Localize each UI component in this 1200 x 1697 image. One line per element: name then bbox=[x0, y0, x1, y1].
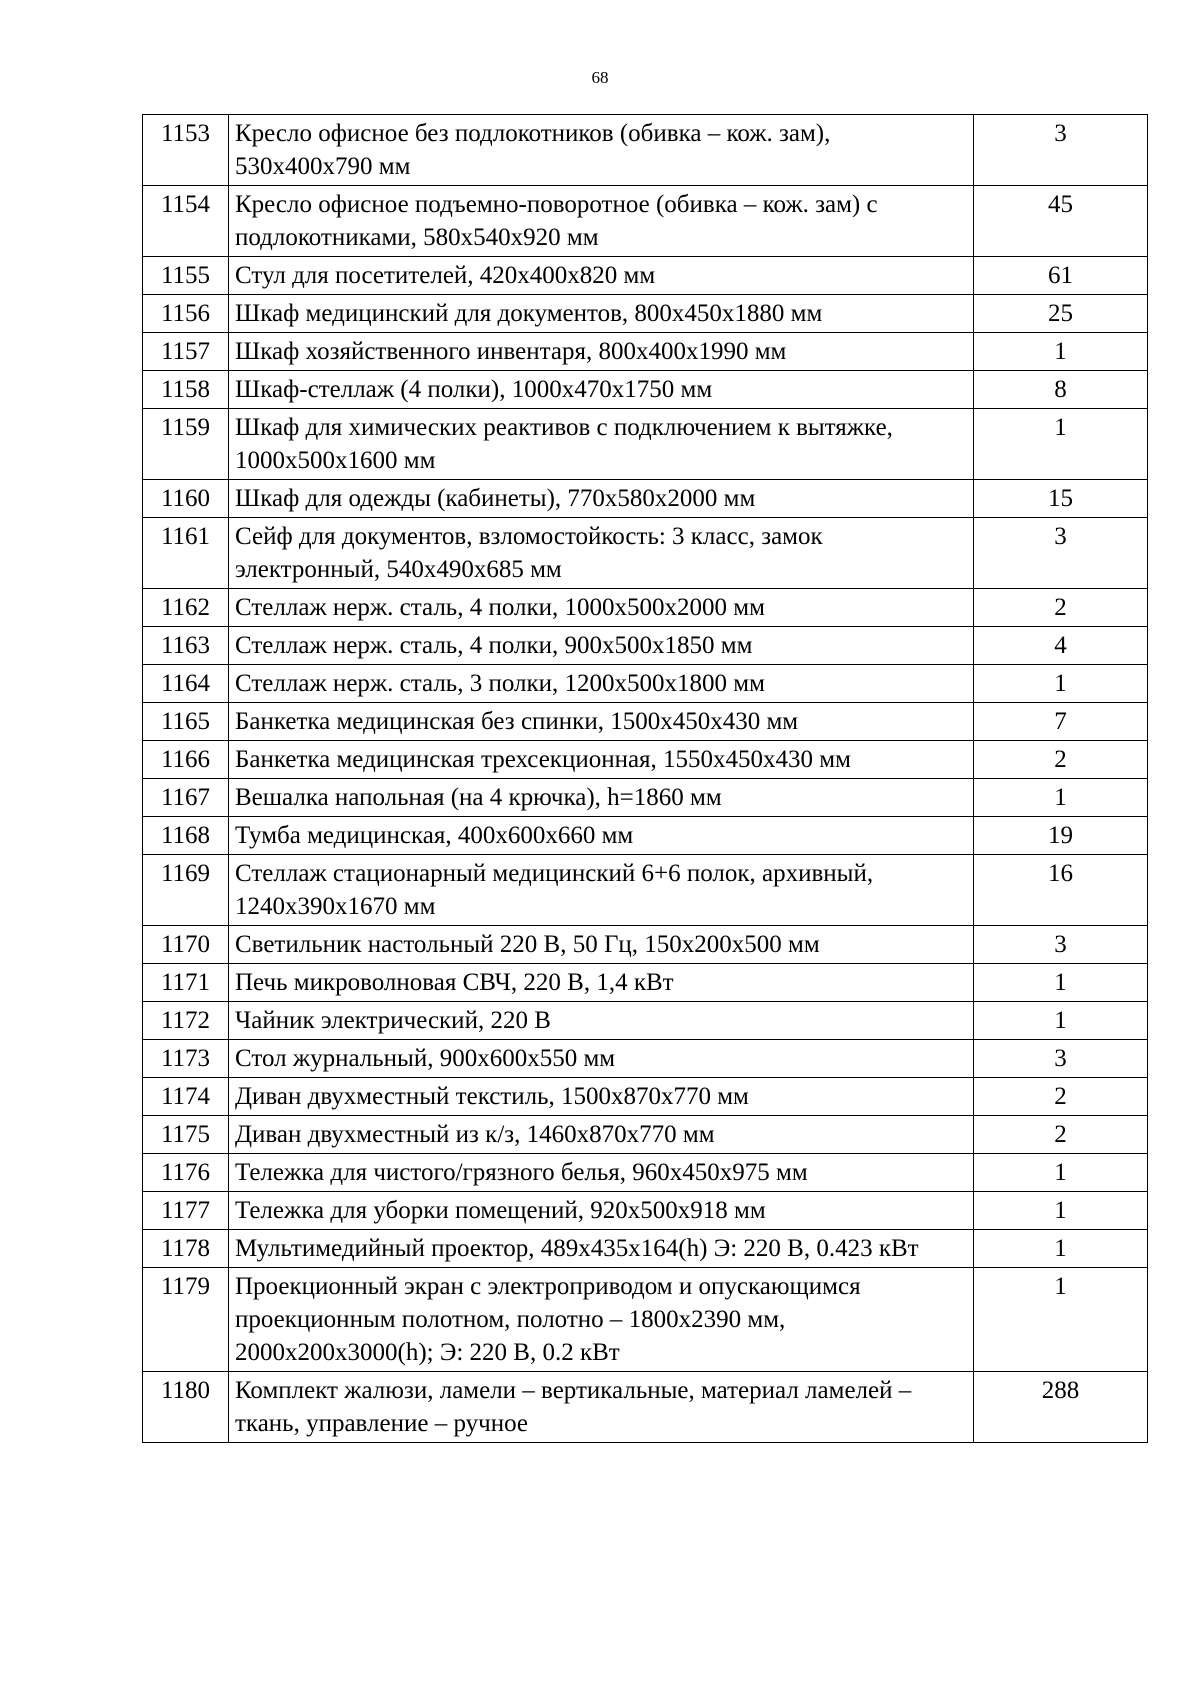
item-quantity-cell: 2 bbox=[974, 1078, 1148, 1116]
item-quantity-cell: 1 bbox=[974, 1230, 1148, 1268]
item-number-cell: 1166 bbox=[143, 741, 229, 779]
item-number-cell: 1180 bbox=[143, 1372, 229, 1443]
table-row bbox=[143, 1230, 1148, 1268]
table-row bbox=[143, 1078, 1148, 1116]
item-name-cell: Комплект жалюзи, ламели – вертикальные, материал ламелей – ткань, управление – ручное bbox=[229, 1372, 974, 1443]
item-number-cell: 1178 bbox=[143, 1230, 229, 1268]
table-row bbox=[143, 964, 1148, 1002]
item-number-cell: 1169 bbox=[143, 855, 229, 926]
item-number-cell: 1171 bbox=[143, 964, 229, 1002]
item-quantity-cell: 15 bbox=[974, 480, 1148, 518]
table-row bbox=[143, 1192, 1148, 1230]
item-number-cell: 1161 bbox=[143, 518, 229, 589]
item-name-cell: Чайник электрический, 220 В bbox=[229, 1002, 974, 1040]
table-row bbox=[143, 333, 1148, 371]
table-row bbox=[143, 1040, 1148, 1078]
item-quantity-cell: 1 bbox=[974, 1268, 1148, 1372]
item-name-cell: Стул для посетителей, 420х400х820 мм bbox=[229, 257, 974, 295]
item-name-cell: Светильник настольный 220 В, 50 Гц, 150х200х500 мм bbox=[229, 926, 974, 964]
item-name-cell: Тележка для чистого/грязного белья, 960х450х975 мм bbox=[229, 1154, 974, 1192]
table-row bbox=[143, 1372, 1148, 1443]
item-name-cell: Стеллаж нерж. сталь, 3 полки, 1200х500х1800 мм bbox=[229, 665, 974, 703]
item-name-cell: Шкаф для одежды (кабинеты), 770х580х2000 мм bbox=[229, 480, 974, 518]
equipment-table bbox=[142, 114, 1148, 1443]
item-quantity-cell: 1 bbox=[974, 779, 1148, 817]
item-quantity-cell: 7 bbox=[974, 703, 1148, 741]
table-row bbox=[143, 371, 1148, 409]
item-quantity-cell: 8 bbox=[974, 371, 1148, 409]
item-name-cell: Кресло офисное подъемно-поворотное (обивка – кож. зам) с подлокотниками, 580х540х920 мм bbox=[229, 186, 974, 257]
item-name-cell: Шкаф хозяйственного инвентаря, 800х400х1990 мм bbox=[229, 333, 974, 371]
item-number-cell: 1155 bbox=[143, 257, 229, 295]
item-number-cell: 1167 bbox=[143, 779, 229, 817]
item-number-cell: 1176 bbox=[143, 1154, 229, 1192]
item-name-cell: Банкетка медицинская трехсекционная, 1550х450х430 мм bbox=[229, 741, 974, 779]
item-quantity-cell: 3 bbox=[974, 518, 1148, 589]
equipment-table-body bbox=[143, 115, 1148, 1443]
item-quantity-cell: 3 bbox=[974, 926, 1148, 964]
item-quantity-cell: 1 bbox=[974, 1154, 1148, 1192]
table-row bbox=[143, 295, 1148, 333]
table-row bbox=[143, 703, 1148, 741]
item-name-cell: Печь микроволновая СВЧ, 220 В, 1,4 кВт bbox=[229, 964, 974, 1002]
table-row bbox=[143, 1268, 1148, 1372]
item-name-cell: Банкетка медицинская без спинки, 1500х450х430 мм bbox=[229, 703, 974, 741]
item-name-cell: Шкаф для химических реактивов с подключением к вытяжке, 1000х500х1600 мм bbox=[229, 409, 974, 480]
item-number-cell: 1175 bbox=[143, 1116, 229, 1154]
item-number-cell: 1164 bbox=[143, 665, 229, 703]
item-number-cell: 1174 bbox=[143, 1078, 229, 1116]
table-row bbox=[143, 627, 1148, 665]
item-quantity-cell: 1 bbox=[974, 1002, 1148, 1040]
item-name-cell: Диван двухместный из к/з, 1460х870х770 мм bbox=[229, 1116, 974, 1154]
item-quantity-cell: 19 bbox=[974, 817, 1148, 855]
table-row bbox=[143, 926, 1148, 964]
item-number-cell: 1159 bbox=[143, 409, 229, 480]
item-name-cell: Стеллаж нерж. сталь, 4 полки, 900х500х1850 мм bbox=[229, 627, 974, 665]
item-quantity-cell: 4 bbox=[974, 627, 1148, 665]
item-quantity-cell: 1 bbox=[974, 409, 1148, 480]
item-number-cell: 1165 bbox=[143, 703, 229, 741]
item-number-cell: 1160 bbox=[143, 480, 229, 518]
item-name-cell: Вешалка напольная (на 4 крючка), h=1860 мм bbox=[229, 779, 974, 817]
item-name-cell: Диван двухместный текстиль, 1500х870х770 мм bbox=[229, 1078, 974, 1116]
item-name-cell: Проекционный экран с электроприводом и опускающимся проекционным полотном, полотно – 1800х2390 мм, 2000х200х3000(h); Э: 220 В, 0.2 кВт bbox=[229, 1268, 974, 1372]
item-number-cell: 1158 bbox=[143, 371, 229, 409]
table-row bbox=[143, 855, 1148, 926]
item-name-cell: Тележка для уборки помещений, 920х500х918 мм bbox=[229, 1192, 974, 1230]
table-row bbox=[143, 518, 1148, 589]
table-row bbox=[143, 186, 1148, 257]
item-number-cell: 1170 bbox=[143, 926, 229, 964]
item-quantity-cell: 25 bbox=[974, 295, 1148, 333]
item-quantity-cell: 2 bbox=[974, 741, 1148, 779]
item-number-cell: 1153 bbox=[143, 115, 229, 186]
item-quantity-cell: 61 bbox=[974, 257, 1148, 295]
table-row bbox=[143, 1002, 1148, 1040]
item-quantity-cell: 1 bbox=[974, 964, 1148, 1002]
item-number-cell: 1154 bbox=[143, 186, 229, 257]
table-row bbox=[143, 115, 1148, 186]
item-number-cell: 1177 bbox=[143, 1192, 229, 1230]
item-number-cell: 1163 bbox=[143, 627, 229, 665]
table-row bbox=[143, 1154, 1148, 1192]
item-name-cell: Стеллаж стационарный медицинский 6+6 полок, архивный, 1240х390х1670 мм bbox=[229, 855, 974, 926]
table-row bbox=[143, 665, 1148, 703]
item-name-cell: Сейф для документов, взломостойкость: 3 класс, замок электронный, 540х490х685 мм bbox=[229, 518, 974, 589]
item-quantity-cell: 1 bbox=[974, 1192, 1148, 1230]
item-number-cell: 1162 bbox=[143, 589, 229, 627]
item-number-cell: 1172 bbox=[143, 1002, 229, 1040]
page-number: 68 bbox=[591, 68, 609, 87]
item-name-cell: Шкаф-стеллаж (4 полки), 1000х470х1750 мм bbox=[229, 371, 974, 409]
item-quantity-cell: 288 bbox=[974, 1372, 1148, 1443]
item-number-cell: 1168 bbox=[143, 817, 229, 855]
item-quantity-cell: 1 bbox=[974, 333, 1148, 371]
item-number-cell: 1173 bbox=[143, 1040, 229, 1078]
item-name-cell: Шкаф медицинский для документов, 800х450х1880 мм bbox=[229, 295, 974, 333]
item-name-cell: Мультимедийный проектор, 489х435х164(h) Э: 220 В, 0.423 кВт bbox=[229, 1230, 974, 1268]
item-quantity-cell: 1 bbox=[974, 665, 1148, 703]
item-quantity-cell: 16 bbox=[974, 855, 1148, 926]
table-row bbox=[143, 817, 1148, 855]
table-row bbox=[143, 741, 1148, 779]
table-row bbox=[143, 779, 1148, 817]
item-number-cell: 1156 bbox=[143, 295, 229, 333]
item-number-cell: 1157 bbox=[143, 333, 229, 371]
item-name-cell: Стол журнальный, 900х600х550 мм bbox=[229, 1040, 974, 1078]
item-name-cell: Тумба медицинская, 400х600х660 мм bbox=[229, 817, 974, 855]
table-row bbox=[143, 1116, 1148, 1154]
item-number-cell: 1179 bbox=[143, 1268, 229, 1372]
item-name-cell: Кресло офисное без подлокотников (обивка – кож. зам), 530х400х790 мм bbox=[229, 115, 974, 186]
item-quantity-cell: 3 bbox=[974, 1040, 1148, 1078]
table-row bbox=[143, 589, 1148, 627]
table-row bbox=[143, 409, 1148, 480]
item-quantity-cell: 3 bbox=[974, 115, 1148, 186]
item-name-cell: Стеллаж нерж. сталь, 4 полки, 1000х500х2000 мм bbox=[229, 589, 974, 627]
item-quantity-cell: 2 bbox=[974, 589, 1148, 627]
item-quantity-cell: 2 bbox=[974, 1116, 1148, 1154]
table-row bbox=[143, 257, 1148, 295]
table-row bbox=[143, 480, 1148, 518]
item-quantity-cell: 45 bbox=[974, 186, 1148, 257]
